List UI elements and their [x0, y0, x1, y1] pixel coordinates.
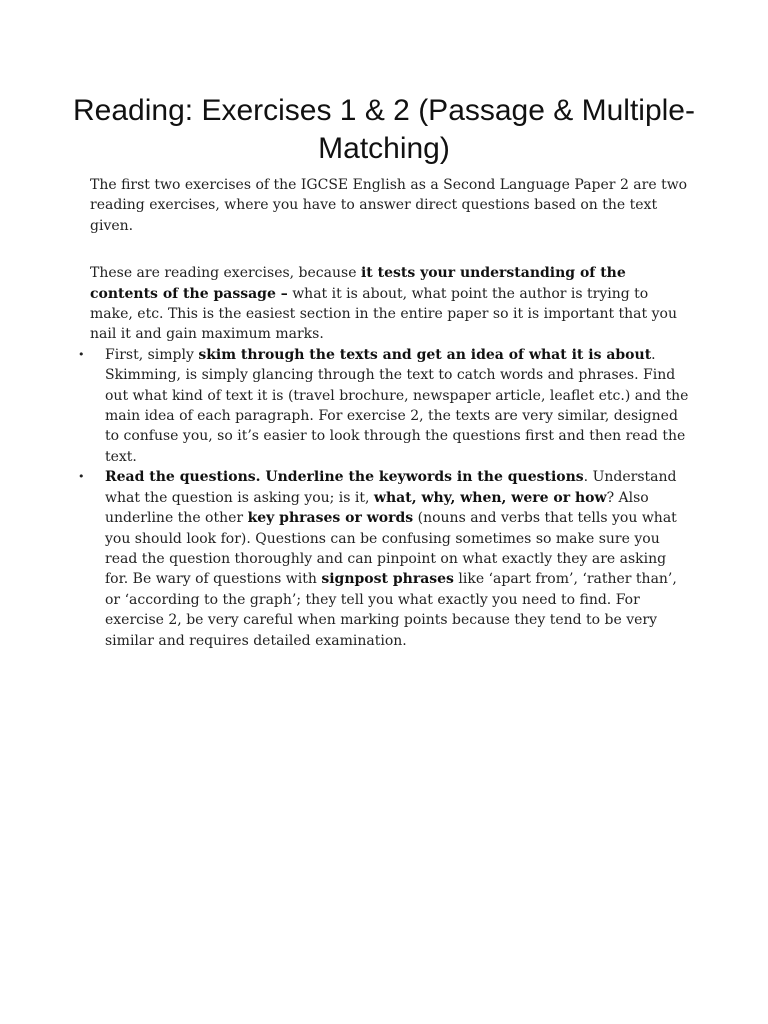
text-run: These are reading exercises, because	[90, 265, 361, 282]
bold-run: key phrases or words	[247, 510, 414, 527]
document-body	[90, 175, 690, 651]
bold-run: signpost phrases	[321, 571, 454, 588]
list-item-questions	[90, 467, 690, 651]
tips-list	[90, 345, 690, 651]
list-item-skim	[90, 345, 690, 467]
text-run: First, simply	[105, 346, 199, 363]
bold-run: it tests your understanding of the contents of the passage –	[90, 265, 626, 302]
bold-run: what, why, when, were or how	[373, 489, 607, 506]
text-run: ? Also underline the other	[105, 489, 649, 527]
reading-paragraph	[90, 263, 690, 345]
text-run: . Skimming, is simply glancing through the text to catch words and phrases. Find out what kind of text it is (travel brochure, newspaper article, leaflet etc.) and the main idea of each paragraph. For exercise 2, the texts are very similar, designed to confuse you, so it’s easier to look through the questions first and then read the text.	[105, 346, 689, 465]
text-run: (nouns and verbs that tells you what you should look for). Questions can be confusing sometimes so make sure you read the question thoroughly and can pinpoint on what exactly they are asking for. Be wary of questions with	[105, 510, 677, 588]
page-title: Reading: Exercises 1 & 2 (Passage & Multiple-Matching)	[73, 94, 695, 165]
text-run: what it is about, what point the author is trying to make, etc. This is the easiest section in the entire paper so it is important that you nail it and gain maximum marks.	[90, 285, 677, 343]
bold-run: Read the questions. Underline the keywords in the questions	[105, 469, 584, 486]
text-run: . Understand what the question is asking you; is it,	[105, 469, 677, 506]
bold-run: skim through the texts and get an idea of what it is about	[198, 346, 652, 363]
intro-paragraph: The first two exercises of the IGCSE English as a Second Language Paper 2 are two reading exercises, where you have to answer direct questions based on the text given.	[90, 177, 688, 234]
text-run: like ‘apart from’, ‘rather than’, or ‘according to the graph’; they tell you what exactly you need to find. For exercise 2, be very careful when marking points because they tend to be very similar and requires detailed examination.	[105, 571, 677, 649]
